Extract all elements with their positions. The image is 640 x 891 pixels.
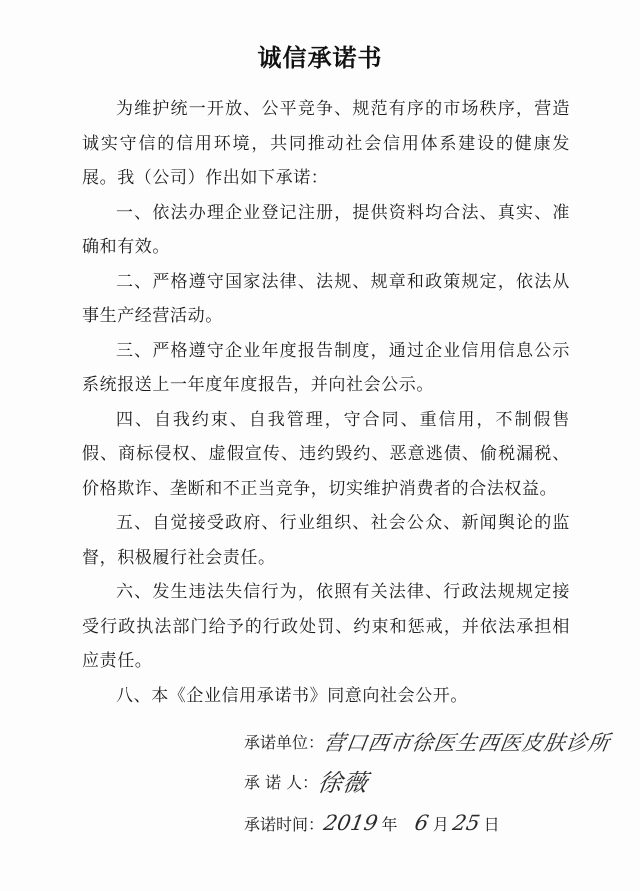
commitment-4: 四、自我约束、自我管理，守合同、重信用，不制假售假、商标侵权、虚假宣传、违约毁约、恶意逃债、偷税漏税、价格欺诈、垄断和不正当竞争，切实维护消费者的合法权益。 <box>82 409 570 499</box>
document-title: 诚信承诺书 <box>257 44 383 72</box>
year-char: 年 <box>381 815 398 834</box>
commitment-5: 五、自觉接受政府、行业组织、社会公众、新闻舆论的监督，积极履行社会责任。 <box>82 513 570 568</box>
signature-person-row <box>244 768 604 808</box>
person-handwritten-signature: 徐薇 <box>316 769 371 797</box>
date-month: 6 <box>413 811 431 835</box>
commitment-2: 二、严格遵守国家法律、法规、规章和政策规定，依法从事生产经营活动。 <box>82 271 570 326</box>
date-year: 2019 <box>321 811 380 835</box>
signature-block <box>244 728 612 848</box>
intro-paragraph: 为维护统一开放、公平竞争、规范有序的市场秩序，营造诚实守信的信用环境，共同推动社会信用体系建设的健康发展。我（公司）作出如下承诺： <box>82 99 570 188</box>
signature-unit-row <box>244 728 612 768</box>
unit-handwritten-value: 营口西市徐医生西医皮肤诊所 <box>322 731 612 755</box>
person-label: 承 诺 人： <box>244 773 319 792</box>
date-day: 25 <box>450 811 482 835</box>
commitment-8: 八、本《企业信用承诺书》同意向社会公开。 <box>116 685 468 706</box>
signature-date-row <box>244 808 604 848</box>
month-char: 月 <box>432 815 449 834</box>
day-char: 日 <box>483 815 500 834</box>
commitment-3: 三、严格遵守企业年度报告制度，通过企业信用信息公示系统报送上一年度年度报告，并向社会公示。 <box>82 340 570 395</box>
commitment-6: 六、发生违法失信行为，依照有关法律、行政法规规定接受行政执法部门给予的行政处罚、约束和惩戒，并依法承担相应责任。 <box>82 582 570 671</box>
time-label: 承诺时间： <box>244 815 325 834</box>
commitment-1: 一、依法办理企业登记注册，提供资料均合法、真实、准确和有效。 <box>82 202 570 257</box>
document-body <box>82 92 570 713</box>
unit-label: 承诺单位： <box>244 733 325 752</box>
signature-date <box>321 808 504 840</box>
